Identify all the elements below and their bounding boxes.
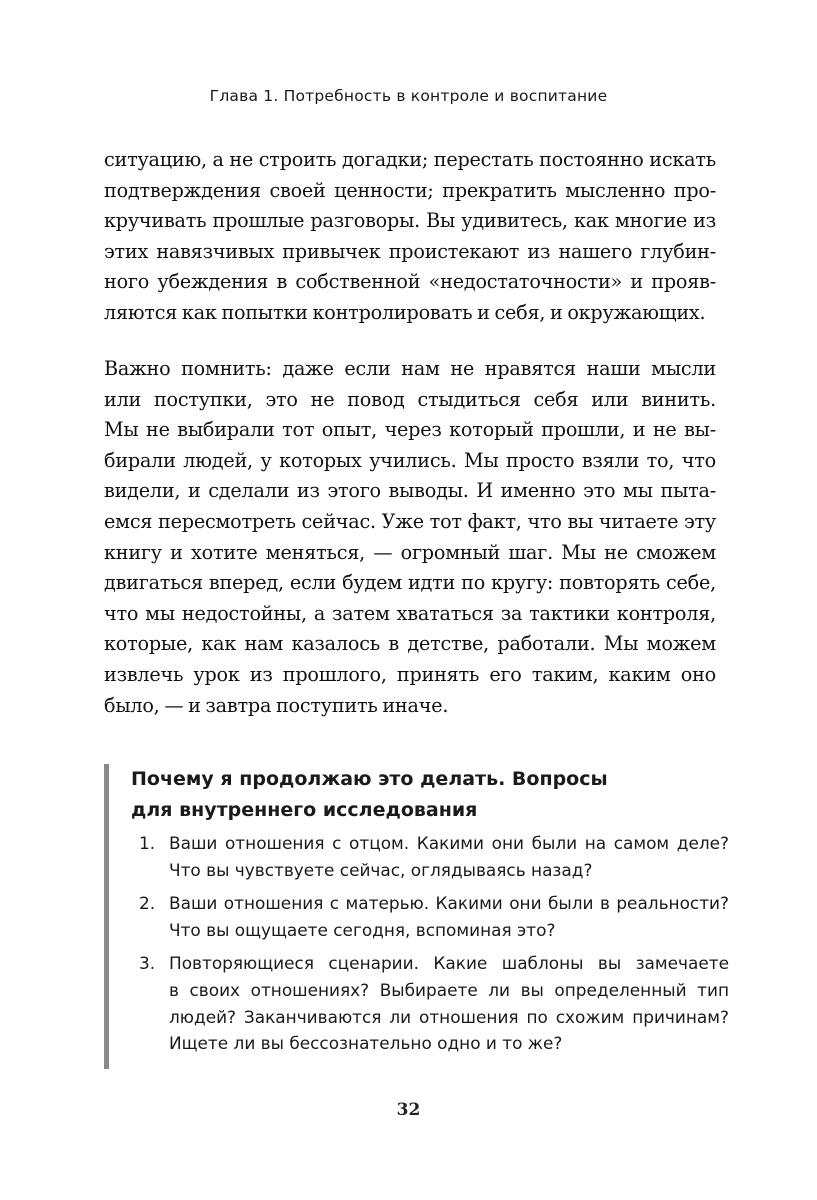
question-item-3 xyxy=(133,950,733,1056)
question-line: Что вы чувствуете сейчас, оглядываясь назад? xyxy=(169,859,593,880)
text-line: Мы не выбирали тот опыт, через который прошли, и не вы- xyxy=(104,418,716,442)
text-line: ситуацию, а не строить догадки; перестать постоянно искать xyxy=(104,148,716,171)
body-paragraph-2 xyxy=(104,354,716,721)
question-text xyxy=(169,950,733,1056)
text-line: извлечь урок из прошлого, принять его таким, каким оно xyxy=(104,662,716,686)
question-line: в своих отношениях? Выбираете ли вы определенный тип xyxy=(169,979,729,1000)
questions-list xyxy=(133,830,733,1064)
question-line: Ищете ли вы бессознательно одно и то же? xyxy=(169,1033,563,1054)
question-line: Ваши отношения с отцом. Какими они были на самом деле? xyxy=(169,833,729,853)
body-paragraph-1 xyxy=(104,145,716,329)
question-number: 2. xyxy=(139,893,156,914)
question-text xyxy=(169,890,733,943)
questions-sidebar xyxy=(104,764,729,1069)
text-line: книгу и хотите меняться, — огромный шаг. Мы не сможем xyxy=(104,540,716,564)
text-line: подтверждения своей ценности; прекратить мысленно про- xyxy=(104,178,716,202)
text-line: Важно помнить: даже если нам не нравятся наши мысли xyxy=(104,357,716,380)
text-line: этих навязчивых привычек проистекают из нашего глубин- xyxy=(104,239,716,263)
text-line: ного убеждения в собственной «недостаточности» и прояв- xyxy=(104,270,716,294)
text-line: двигаться вперед, если будем идти по кругу: повторять себе, xyxy=(104,571,716,595)
text-line: было, — и завтра поступить иначе. xyxy=(104,693,449,717)
text-line: что мы недостойны, а затем хвататься за тактики контроля, xyxy=(104,601,716,625)
text-line: или поступки, это не повод стыдиться себя или винить. xyxy=(104,387,716,411)
sidebar-title-line: Почему я продолжаю это делать. Вопросы xyxy=(131,768,608,790)
question-item-1 xyxy=(133,830,733,883)
sidebar-title xyxy=(131,764,711,826)
text-line: бирали людей, у которых учились. Мы просто взяли то, что xyxy=(104,448,716,472)
text-line: ляются как попытки контролировать и себя, и окружающих. xyxy=(104,300,706,324)
text-line: которые, как нам казалось в детстве, работали. Мы можем xyxy=(104,632,716,656)
text-line: кручивать прошлые разговоры. Вы удивитесь, как многие из xyxy=(104,209,716,233)
page-number: 32 xyxy=(396,1100,421,1120)
running-header: Глава 1. Потребность в контроле и воспитание xyxy=(209,87,608,105)
question-item-2 xyxy=(133,890,733,943)
sidebar-title-line: для внутреннего исследования xyxy=(131,799,478,821)
question-number: 1. xyxy=(139,833,156,853)
question-line: Что вы ощущаете сегодня, вспоминая это? xyxy=(169,919,556,940)
question-number: 3. xyxy=(139,953,156,974)
question-line: людей? Заканчиваются ли отношения по схожим причинам? xyxy=(169,1006,729,1027)
question-line: Ваши отношения с матерью. Какими они были в реальности? xyxy=(169,893,729,914)
text-line: видели, и сделали из этого выводы. И именно это мы пыта- xyxy=(104,479,716,503)
question-text xyxy=(169,830,733,883)
text-line: емся пересмотреть сейчас. Уже тот факт, что вы читаете эту xyxy=(104,509,716,533)
question-line: Повторяющиеся сценарии. Какие шаблоны вы замечаете xyxy=(169,953,729,974)
